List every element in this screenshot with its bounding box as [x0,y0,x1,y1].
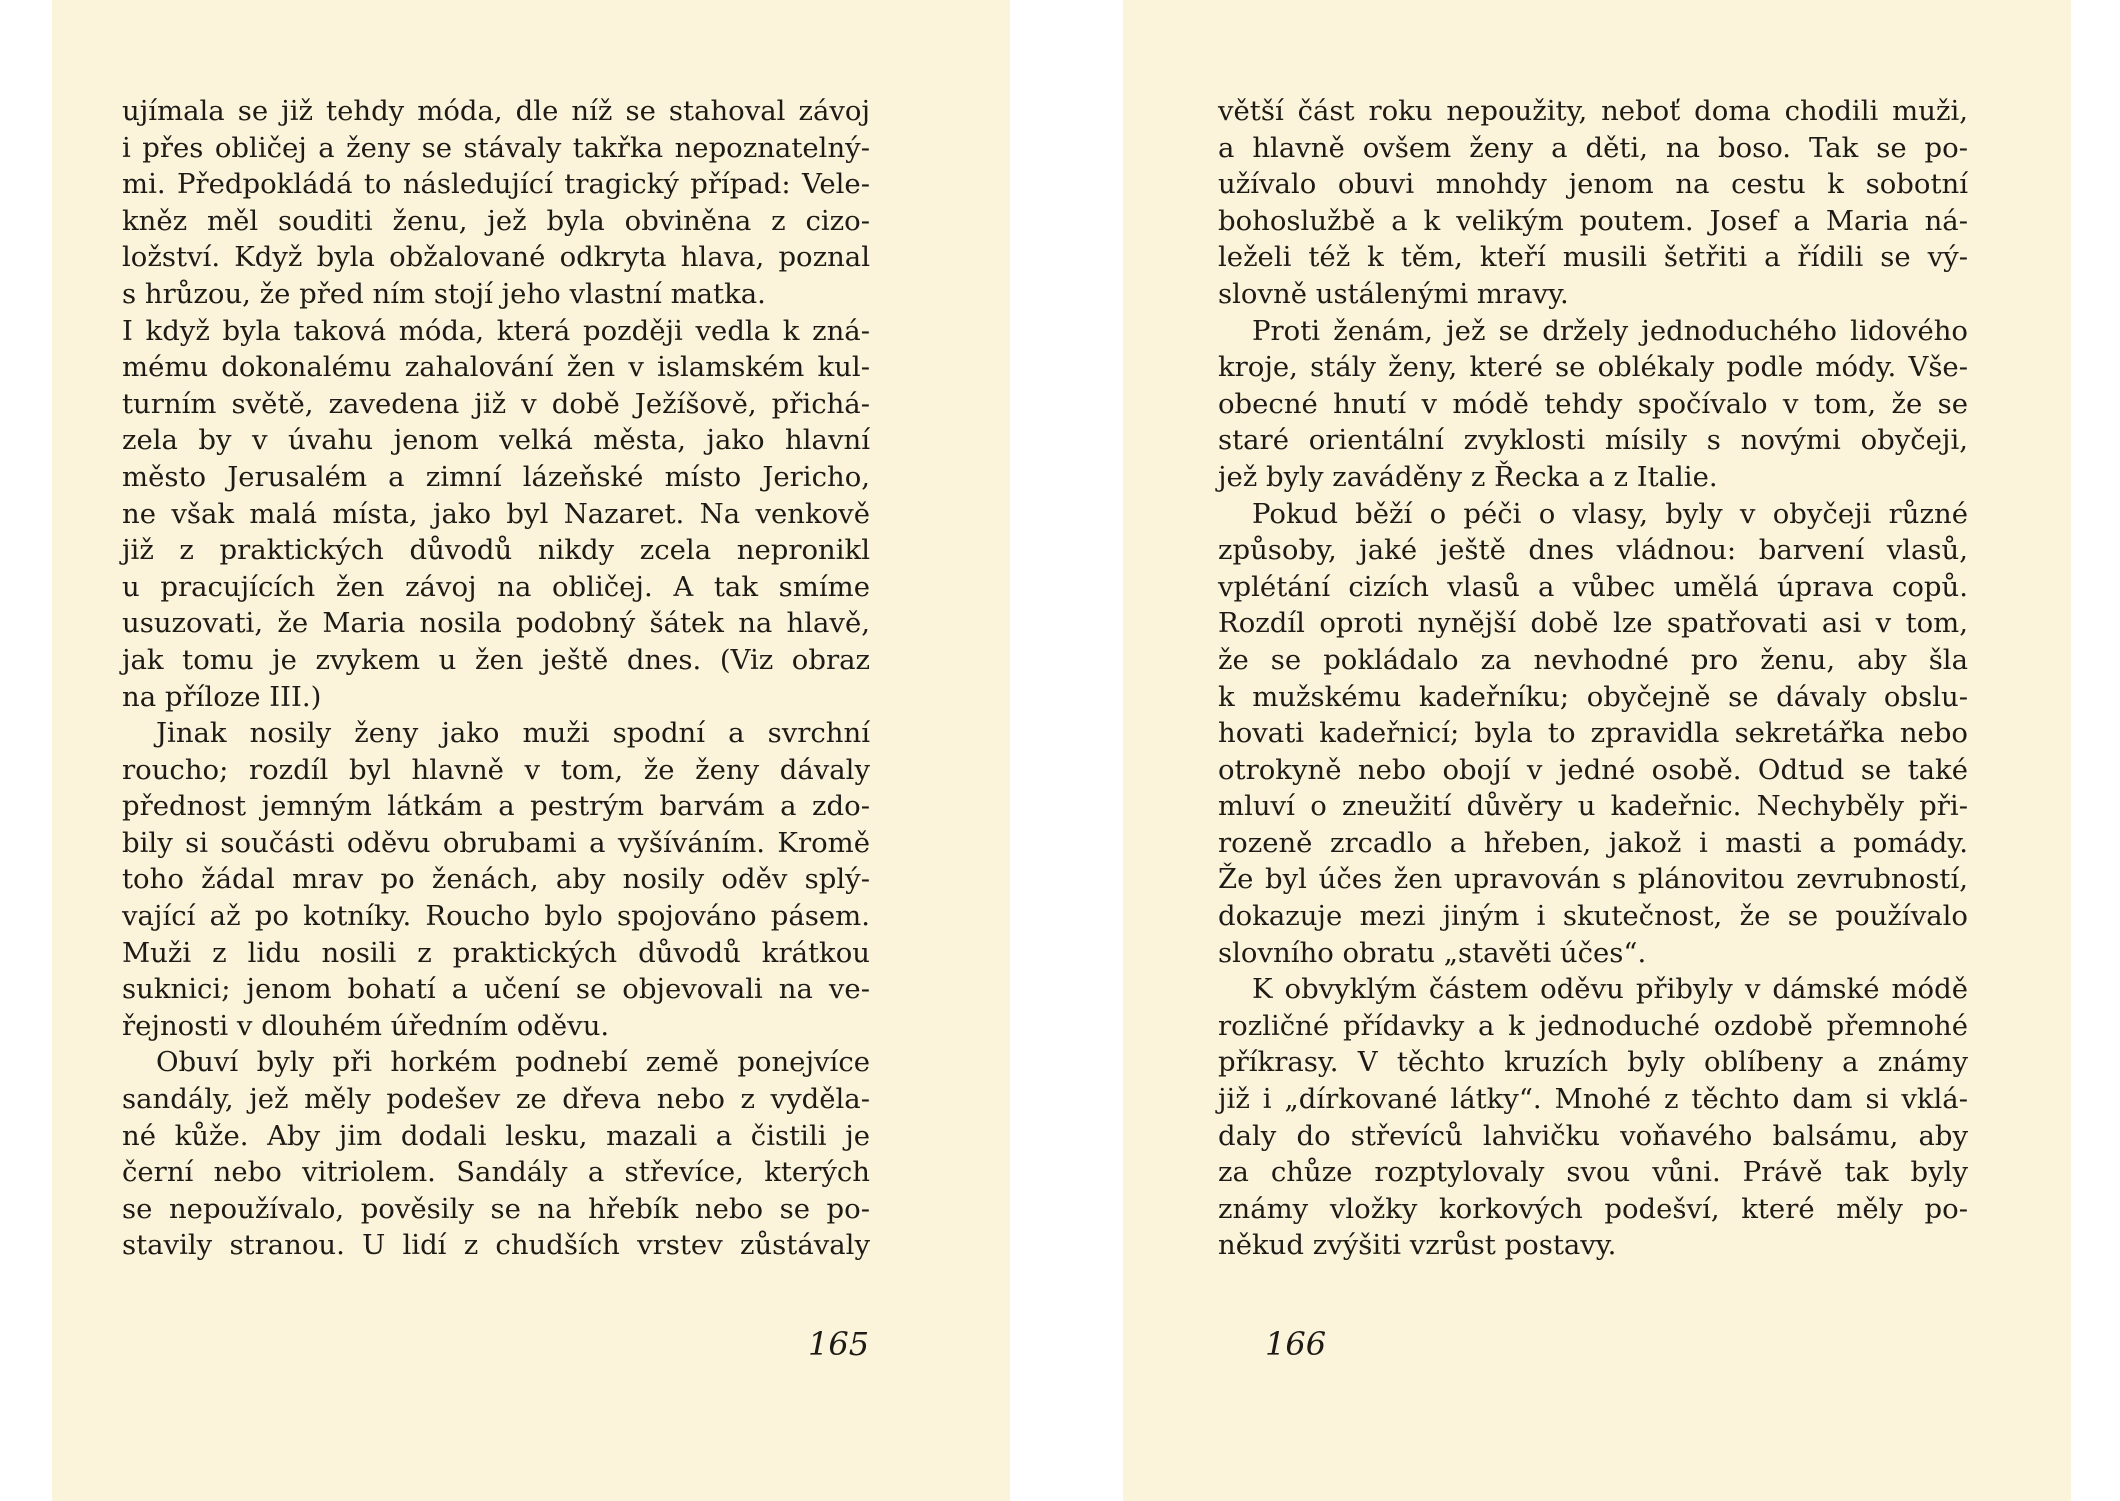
text-line: staré orientální zvyklosti mísily s novými obyčeji, [1218,424,1968,457]
text-line: vající až po kotníky. Roucho bylo spojováno pásem. [122,900,870,933]
text-line: někud zvýšiti vzrůst postavy. [1218,1229,1617,1262]
text-line: usuzovati, že Maria nosila podobný šátek na hlavě, [122,607,870,640]
text-line: Obuví byly při horkém podnebí země ponejvíce [156,1046,870,1079]
text-line: Pokud běží o péči o vlasy, byly v obyčeji různé [1252,497,1968,530]
text-line: slovně ustálenými mravy. [1218,277,1569,310]
page-number: 166 [1265,1325,1327,1363]
text-line: Proti ženám, jež se držely jednoduchého lidového [1252,314,1968,347]
text-line: K obvyklým částem oděvu přibyly v dámské módě [1252,973,1968,1006]
text-line: roucho; rozdíl byl hlavně v tom, že ženy dávaly [122,753,870,786]
text-line: na příloze III.) [122,680,322,713]
left-page-text [122,93,870,1264]
text-line: daly do střevíců lahvičku voňavého balsámu, aby [1218,1119,1968,1152]
text-line: i přes obličej a ženy se stávaly takřka nepoznatelný- [122,131,870,164]
text-line: jež byly zaváděny z Řecka a z Italie. [1218,460,1718,493]
text-line: již z praktických důvodů nikdy zcela nepronikl [122,534,870,567]
text-line: slovního obratu „stavěti účes“. [1218,936,1647,969]
text-line: se nepoužívalo, pověsily se na hřebík nebo se po- [122,1192,870,1225]
text-line: Že byl účes žen upravován s plánovitou zevrubností, [1218,863,1968,896]
text-line: bohoslužbě a k velikým poutem. Josef a Maria ná- [1218,204,1968,237]
text-line: že se pokládalo za nevhodné pro ženu, aby šla [1218,643,1968,676]
text-line: mluví o zneužití důvěry u kadeřnic. Nechyběly při- [1218,790,1968,823]
right-page-text [1218,93,1968,1264]
text-line: město Jerusalém a zimní lázeňské místo Jericho, [122,460,870,493]
text-line: vplétání cizích vlasů a vůbec umělá úprava copů. [1218,570,1968,603]
text-line: s hrůzou, že před ním stojí jeho vlastní matka. [122,277,766,310]
text-line: jak tomu je zvykem u žen ještě dnes. (Viz obraz [122,643,870,676]
right-page [1123,0,2071,1501]
text-line: kněz měl souditi ženu, jež byla obviněna z cizo- [122,204,870,237]
page-number: 165 [808,1325,870,1363]
text-line: obecné hnutí v módě tehdy spočívalo v tom, že se [1218,387,1968,420]
text-line: způsoby, jaké ještě dnes vládnou: barvení vlasů, [1218,534,1968,567]
text-line: kroje, stály ženy, které se oblékaly podle módy. Vše- [1218,351,1968,384]
text-line: užívalo obuvi mnohdy jenom na cestu k sobotní [1218,168,1968,201]
text-line: rozeně zrcadlo a hřeben, jakož i masti a pomády. [1218,826,1968,859]
text-line: dokazuje mezi jiným i skutečnost, že se používalo [1218,900,1968,933]
text-line: a hlavně ovšem ženy a děti, na boso. Tak se po- [1218,131,1968,164]
left-page [52,0,1010,1501]
text-line: zela by v úvahu jenom velká města, jako hlavní [122,424,870,457]
text-line: stavily stranou. U lidí z chudších vrstev zůstávaly [122,1229,870,1262]
text-line: Muži z lidu nosili z praktických důvodů krátkou [122,936,870,969]
text-line: rozličné přídavky a k jednoduché ozdobě přemnohé [1218,1009,1968,1042]
text-line: řejnosti v dlouhém úředním oděvu. [122,1009,610,1042]
text-line: příkrasy. V těchto kruzích byly oblíbeny a známy [1218,1046,1968,1079]
text-line: mému dokonalému zahalování žen v islamském kul- [122,351,870,384]
text-line: Rozdíl oproti nynější době lze spatřovati asi v tom, [1218,607,1968,640]
text-line: mi. Předpokládá to následující tragický případ: Vele- [122,168,870,201]
text-line: ujímala se již tehdy móda, dle níž se stahoval závoj [122,95,870,127]
text-line: leželi též k těm, kteří musili šetřiti a řídili se vý- [1218,241,1968,274]
text-line: hovati kadeřnicí; byla to zpravidla sekretářka nebo [1218,717,1968,750]
text-line: za chůze rozptylovaly svou vůni. Právě tak byly [1218,1156,1968,1189]
text-line: ne však malá místa, jako byl Nazaret. Na venkově [122,497,870,530]
text-line: suknici; jenom bohatí a učení se objevovali na ve- [122,973,870,1006]
text-line: známy vložky korkových podešví, které měly po- [1218,1192,1968,1225]
text-line: již i „dírkované látky“. Mnohé z těchto dam si vklá- [1218,1083,1968,1116]
text-line: černí nebo vitriolem. Sandály a střevíce, kterých [122,1156,870,1189]
text-line: přednost jemným látkám a pestrým barvám a zdo- [122,790,870,823]
text-line: otrokyně nebo obojí v jedné osobě. Odtud se také [1218,753,1968,786]
text-line: né kůže. Aby jim dodali lesku, mazali a čistili je [122,1119,870,1152]
text-line: bily si součásti oděvu obrubami a vyšíváním. Kromě [122,826,870,859]
text-line: I když byla taková móda, která později vedla k zná- [122,314,870,347]
text-line: Jinak nosily ženy jako muži spodní a svrchní [156,717,870,750]
text-line: turním světě, zavedena již v době Ježíšově, přichá- [122,387,870,420]
text-line: sandály, jež měly podešev ze dřeva nebo z vyděla- [122,1083,870,1116]
text-line: toho žádal mrav po ženách, aby nosily oděv splý- [122,863,870,896]
text-line: u pracujících žen závoj na obličej. A tak smíme [122,570,870,603]
text-line: ložství. Když byla obžalované odkryta hlava, poznal [122,241,870,274]
text-line: větší část roku nepoužity, neboť doma chodili muži, [1218,95,1968,127]
text-line: k mužskému kadeřníku; obyčejně se dávaly obslu- [1218,680,1968,713]
